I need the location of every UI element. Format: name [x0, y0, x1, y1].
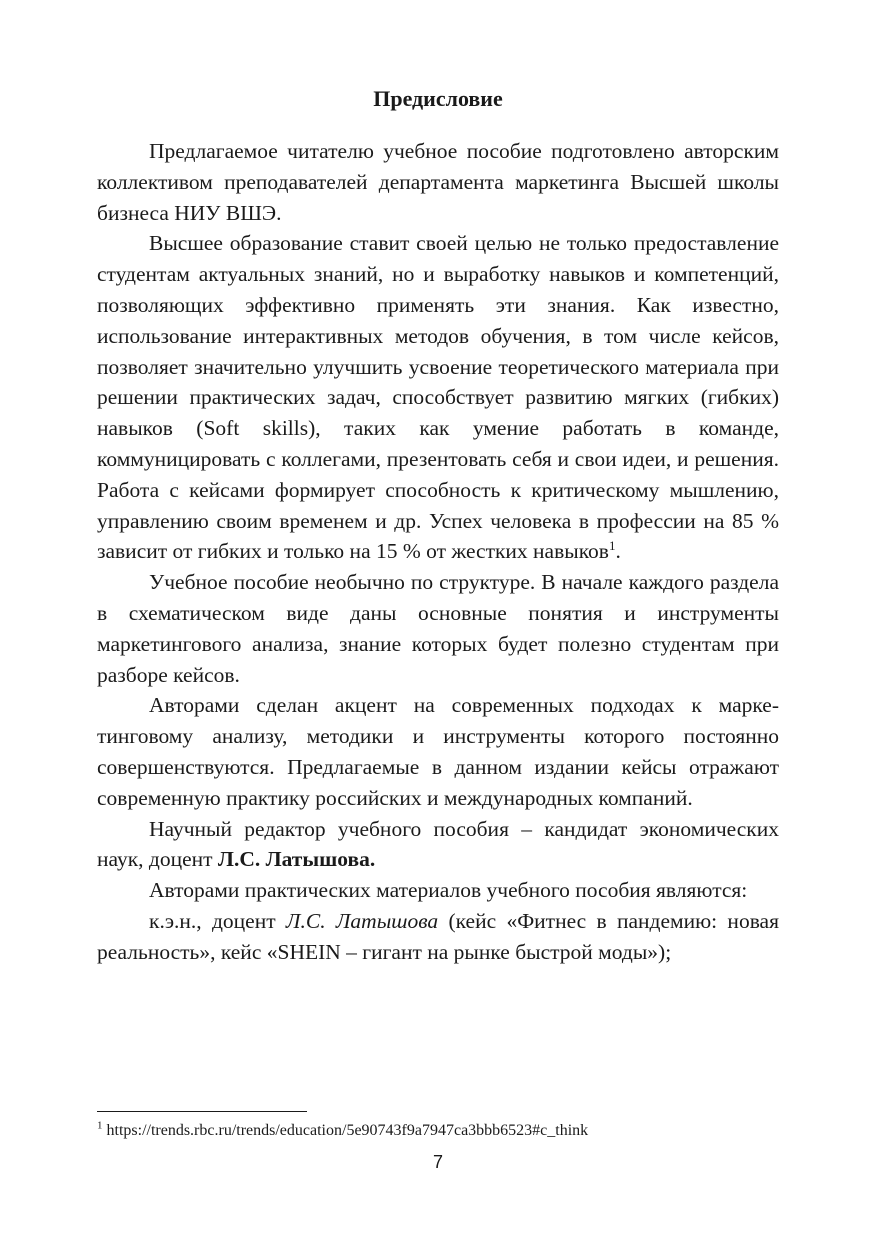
paragraph-text: Предлагаемое читателю учебное пособие подготовлено авторским коллективом преподавателей департамента маркетинга Высшей школы бизнеса НИУ ВШЭ. [97, 139, 779, 225]
paragraph-text: Авторами практических материалов учебного пособия являются: [149, 878, 748, 903]
author-name: Л.С. Латышова [285, 908, 439, 933]
paragraph-text: (кейс «Фитнес в пандемию: новая реальность», кейс «SHEIN – гигант на рынке быстрой моды»); [97, 908, 779, 964]
paragraph-intro [97, 136, 779, 228]
paragraph-authors-intro [97, 875, 779, 906]
footnote-divider [97, 1111, 307, 1112]
paragraph-structure [97, 567, 779, 690]
paragraph-author-entry [97, 906, 779, 968]
footnote [97, 1120, 797, 1142]
paragraph-education [97, 228, 779, 567]
paragraph-text: Авторами сделан акцент на современных подходах к маркетинговому анализу, методики и инструменты которого постоянно совершенствуются. Предлагаемые в данном издании кейсы отражают современную практику российских и международных компаний. [97, 693, 779, 810]
paragraph-editor [97, 814, 779, 876]
paragraph-text: Научный редактор учебного пособия – кандидат экономических наук, доцент [97, 816, 779, 872]
paragraph-approach [97, 690, 779, 813]
author-title: к.э.н., доцент [149, 908, 286, 933]
footnote-link[interactable]: https://trends.rbc.ru/trends/education/5e90743f9a7947ca3bbb6523#c_think [102, 1122, 589, 1139]
page-title: Предисловие [373, 86, 503, 111]
paragraph-tail: . [615, 539, 621, 564]
paragraph-text: Учебное пособие необычно по структуре. В начале каждого раздела в схематическом виде даны основные понятия и инструменты маркетингового анализа, знание которых будет полезно студентам при разборе кейсов. [97, 570, 779, 687]
footnote-reference[interactable]: 1 [608, 538, 616, 554]
editor-name: Л.С. Латышова. [217, 847, 376, 872]
footnote-marker: 1 [97, 1119, 103, 1132]
page-number: 7 [432, 1152, 443, 1172]
paragraph-text: Высшее образование ставит своей целью не только предоставление студентам актуальных знаний, но и выработку навыков и компетенций, позволяющих эффективно применять эти знания. Как известно, использование интерактивных методов обучения, в том числе кейсов, позволяет значительно улучшить усвоение теоретического материала при решении практических задач, способствует развитию мягких (гибких) навыков (Soft skills), таких как умение работать в команде, коммуницировать с коллегами, презентовать себя и свои идеи, и решения. Работа с кейсами формирует способность к критическому мышлению, управлению своим временем и др. Успех человека в профессии на 85 % зависит от гибких и только на 15 % от жестких навыков [97, 231, 779, 564]
body-text [97, 136, 779, 968]
